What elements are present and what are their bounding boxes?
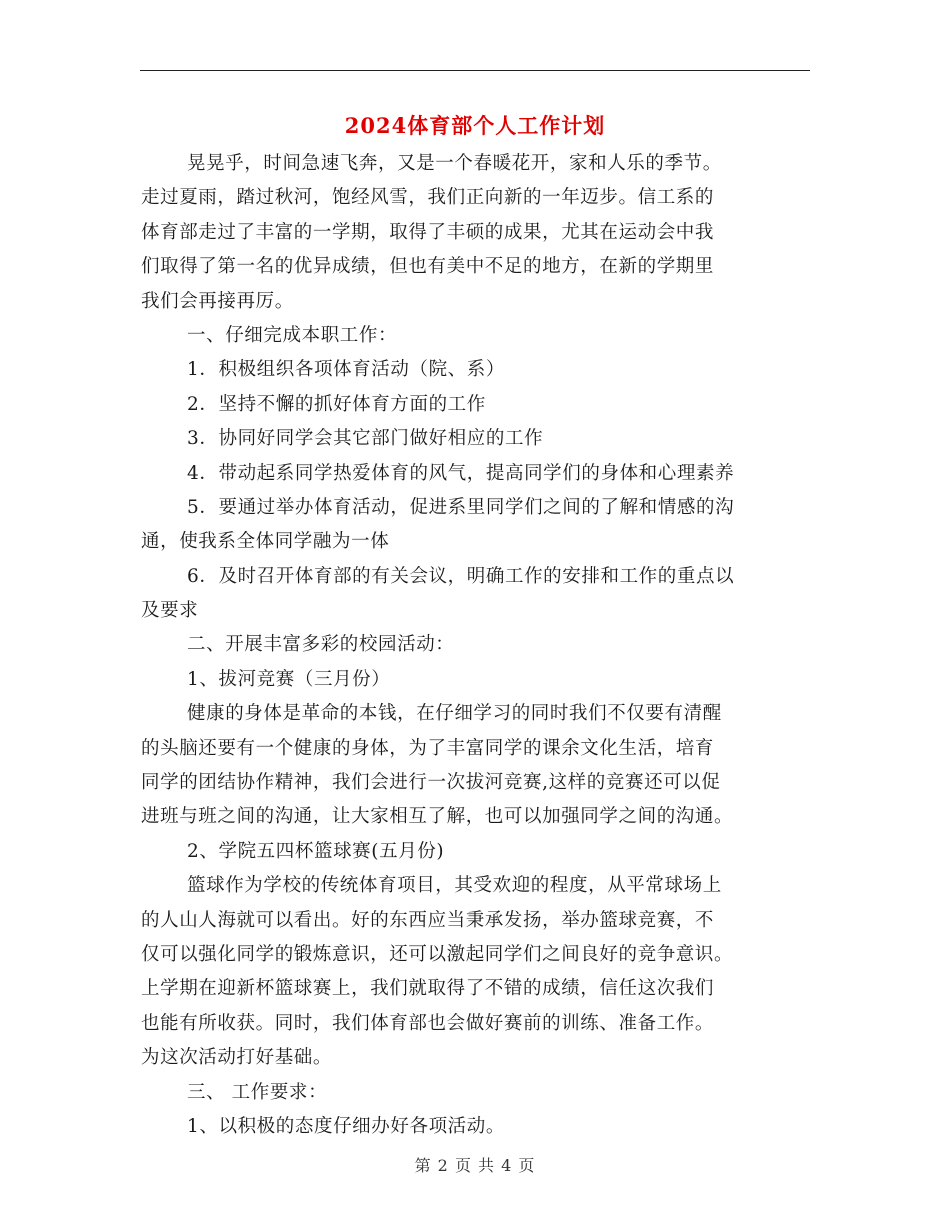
paragraph-line: 3．协同好同学会其它部门做好相应的工作 xyxy=(187,428,544,450)
paragraph-line: 的人山人海就可以看出。好的东西应当秉承发扬，举办篮球竞赛，不 xyxy=(141,909,715,931)
paragraph-line: 1、以积极的态度仔细办好各项活动。 xyxy=(187,1115,505,1137)
paragraph-line: 1、拔河竞赛（三月份） xyxy=(187,668,391,690)
paragraph-line: 4．带动起系同学热爱体育的风气，提高同学们的身体和心理素养 xyxy=(187,462,735,484)
paragraph-line: 晃晃乎，时间急速飞奔，又是一个春暖花开，家和人乐的季节。 xyxy=(187,153,722,174)
document-title: 2024体育部个人工作计划 xyxy=(344,113,606,138)
header-rule xyxy=(140,70,810,71)
paragraph-line: 一、仔细完成本职工作： xyxy=(187,324,398,346)
paragraph-line: 6．及时召开体育部的有关会议，明确工作的安排和工作的重点以 xyxy=(187,565,735,587)
paragraph-line: 及要求 xyxy=(141,600,199,622)
paragraph-line: 走过夏雨，踏过秋河，饱经风雪，我们正向新的一年迈步。信工系的 xyxy=(141,187,715,209)
paragraph-line: 我们会再接再厉。 xyxy=(141,290,294,312)
paragraph-line: 5．要通过举办体育活动，促进系里同学们之间的了解和情感的沟 xyxy=(187,496,735,518)
paragraph-line: 2、学院五四杯篮球赛(五月份) xyxy=(187,840,445,862)
paragraph-line: 们取得了第一名的优异成绩，但也有美中不足的地方，在新的学期里 xyxy=(141,256,715,278)
paragraph-line: 仅可以强化同学的锻炼意识，还可以激起同学们之间良好的竞争意识。 xyxy=(141,943,734,965)
paragraph-line: 进班与班之间的沟通，让大家相互了解，也可以加强同学之间的沟通。 xyxy=(141,806,734,828)
paragraph-line: 健康的身体是革命的本钱，在仔细学习的同时我们不仅要有清醒 xyxy=(187,703,722,725)
paragraph-line: 也能有所收获。同时，我们体育部也会做好赛前的训练、准备工作。 xyxy=(141,1012,715,1034)
paragraph-line: 的头脑还要有一个健康的身体，为了丰富同学的课余文化生活，培育 xyxy=(141,737,715,759)
paragraph-line: 2．坚持不懈的抓好体育方面的工作 xyxy=(187,393,486,415)
page-number: 第 2 页 共 4 页 xyxy=(414,1156,536,1175)
paragraph-line: 篮球作为学校的传统体育项目，其受欢迎的程度，从平常球场上 xyxy=(187,875,722,897)
paragraph-line: 通，使我系全体同学融为一体 xyxy=(141,531,390,553)
paragraph-line: 三、 工作要求： xyxy=(187,1081,328,1103)
document-body xyxy=(141,147,811,1144)
paragraph-line: 1．积极组织各项体育活动（院、系） xyxy=(187,359,505,381)
paragraph-line: 二、开展丰富多彩的校园活动： xyxy=(187,634,455,656)
paragraph-line: 同学的团结协作精神，我们会进行一次拔河竞赛,这样的竞赛还可以促 xyxy=(141,772,721,794)
paragraph-line: 体育部走过了丰富的一学期，取得了丰硕的成果，尤其在运动会中我 xyxy=(141,221,715,243)
paragraph-line: 为这次活动打好基础。 xyxy=(141,1047,333,1069)
paragraph-line: 上学期在迎新杯篮球赛上，我们就取得了不错的成绩，信任这次我们 xyxy=(141,978,715,1000)
